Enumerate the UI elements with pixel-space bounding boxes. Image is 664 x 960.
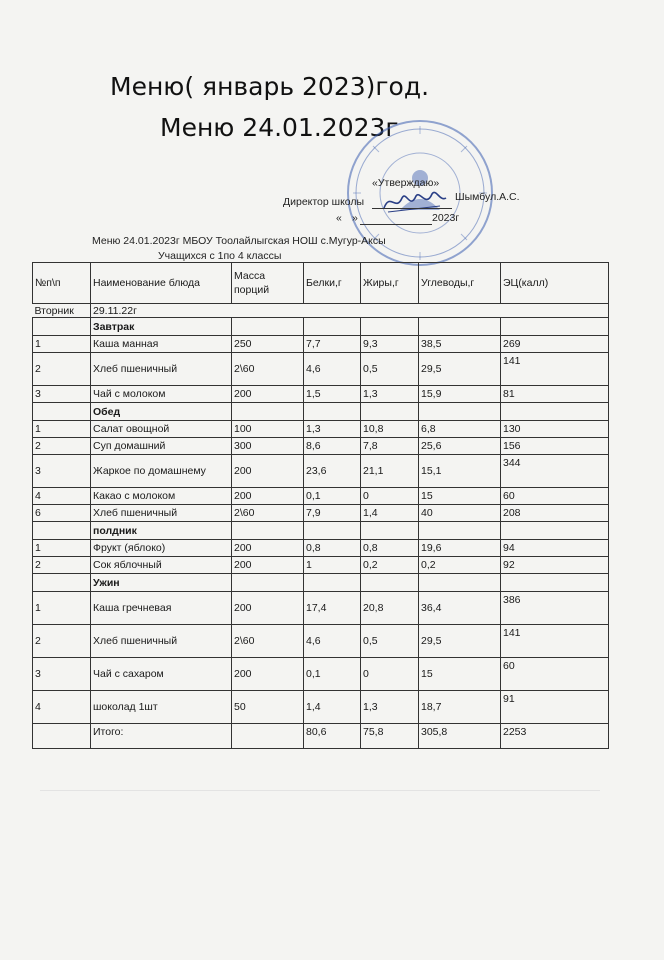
- kcal-value: 60: [501, 488, 609, 505]
- section-name: Ужин: [91, 574, 232, 592]
- blank-cell: [361, 574, 419, 592]
- protein-value: 0,1: [304, 658, 361, 691]
- dish-name: Чай с молоком: [91, 386, 232, 403]
- total-carbs: 305,8: [419, 724, 501, 749]
- fat-value: 1,4: [361, 505, 419, 522]
- carbs-value: 29,5: [419, 625, 501, 658]
- table-row: [33, 455, 609, 488]
- protein-value: 1,3: [304, 421, 361, 438]
- fat-value: 0,5: [361, 353, 419, 386]
- table-row: [33, 421, 609, 438]
- table-row: [33, 557, 609, 574]
- total-label: Итого:: [91, 724, 232, 749]
- blank-cell: [361, 318, 419, 336]
- blank-cell: [419, 574, 501, 592]
- table-row: [33, 658, 609, 691]
- column-header: Наименование блюда: [91, 263, 232, 304]
- carbs-value: 25,6: [419, 438, 501, 455]
- column-header: Углеводы,г: [419, 263, 501, 304]
- fat-value: 21,1: [361, 455, 419, 488]
- fat-value: 0: [361, 488, 419, 505]
- kcal-value: 91: [501, 691, 609, 724]
- total-row: [33, 724, 609, 749]
- portion-mass: 2\60: [232, 625, 304, 658]
- faded-bleedthrough: [40, 790, 600, 851]
- portion-mass: 200: [232, 540, 304, 557]
- column-header: ЭЦ(калл): [501, 263, 609, 304]
- date-close-quote: »: [352, 212, 358, 224]
- protein-value: 0,8: [304, 540, 361, 557]
- table-row: [33, 540, 609, 557]
- kcal-value: 141: [501, 625, 609, 658]
- carbs-value: 0,2: [419, 557, 501, 574]
- blank-cell: [232, 574, 304, 592]
- kcal-value: 94: [501, 540, 609, 557]
- section-row: [33, 403, 609, 421]
- table-row: [33, 336, 609, 353]
- column-header: Жиры,г: [361, 263, 419, 304]
- date-line: [360, 224, 432, 225]
- day-row: [33, 304, 609, 318]
- blank-cell: [232, 522, 304, 540]
- total-protein: 80,6: [304, 724, 361, 749]
- blank-cell: [33, 318, 91, 336]
- dish-name: Какао с молоком: [91, 488, 232, 505]
- protein-value: 4,6: [304, 353, 361, 386]
- blank-cell: [361, 522, 419, 540]
- carbs-value: 38,5: [419, 336, 501, 353]
- blank-cell: [33, 724, 91, 749]
- fat-value: 1,3: [361, 386, 419, 403]
- portion-mass: 200: [232, 455, 304, 488]
- blank-cell: [304, 522, 361, 540]
- dish-name: Хлеб пшеничный: [91, 505, 232, 522]
- table-header-row: [33, 263, 609, 304]
- protein-value: 4,6: [304, 625, 361, 658]
- protein-value: 8,6: [304, 438, 361, 455]
- portion-mass: 300: [232, 438, 304, 455]
- portion-mass: 200: [232, 557, 304, 574]
- total-fat: 75,8: [361, 724, 419, 749]
- row-number: 2: [33, 438, 91, 455]
- portion-mass: 50: [232, 691, 304, 724]
- fat-value: 0,8: [361, 540, 419, 557]
- row-number: 6: [33, 505, 91, 522]
- blank-cell: [419, 522, 501, 540]
- portion-mass: 200: [232, 592, 304, 625]
- row-number: 1: [33, 540, 91, 557]
- kcal-value: 92: [501, 557, 609, 574]
- carbs-value: 36,4: [419, 592, 501, 625]
- row-number: 1: [33, 592, 91, 625]
- section-row: [33, 522, 609, 540]
- day-label: Вторник: [34, 304, 74, 317]
- blank-cell: [361, 403, 419, 421]
- date-open-quote: «: [336, 212, 342, 224]
- carbs-value: 18,7: [419, 691, 501, 724]
- fat-value: 7,8: [361, 438, 419, 455]
- blank-cell: [501, 318, 609, 336]
- row-number: 2: [33, 353, 91, 386]
- blank-cell: [419, 318, 501, 336]
- section-name: Обед: [91, 403, 232, 421]
- blank-cell: [501, 403, 609, 421]
- portion-mass: 200: [232, 488, 304, 505]
- table-row: [33, 592, 609, 625]
- dish-name: Каша гречневая: [91, 592, 232, 625]
- dish-name: Салат овощной: [91, 421, 232, 438]
- protein-value: 17,4: [304, 592, 361, 625]
- kcal-value: 208: [501, 505, 609, 522]
- blank-cell: [33, 403, 91, 421]
- menu-caption: Меню 24.01.2023г МБОУ Тоолайлыгская НОШ с.Мугур-Аксы: [92, 235, 386, 247]
- blank-cell: [232, 318, 304, 336]
- table-row: [33, 488, 609, 505]
- section-name: Завтрак: [91, 318, 232, 336]
- section-row: [33, 318, 609, 336]
- portion-mass: 2\60: [232, 353, 304, 386]
- blank-cell: [304, 318, 361, 336]
- table-row: [33, 386, 609, 403]
- table-row: [33, 691, 609, 724]
- protein-value: 1,4: [304, 691, 361, 724]
- column-header: Масса порций: [232, 263, 304, 304]
- blank-cell: [501, 574, 609, 592]
- total-kcal: 2253: [501, 724, 609, 749]
- fat-value: 1,3: [361, 691, 419, 724]
- row-number: 2: [33, 557, 91, 574]
- protein-value: 0,1: [304, 488, 361, 505]
- students-caption: Учащихся с 1по 4 классы: [158, 250, 282, 262]
- column-header: Белки,г: [304, 263, 361, 304]
- kcal-value: 130: [501, 421, 609, 438]
- row-number: 3: [33, 455, 91, 488]
- dish-name: Суп домашний: [91, 438, 232, 455]
- blank-cell: [304, 403, 361, 421]
- dish-name: шоколад 1шт: [91, 691, 232, 724]
- dish-name: Сок яблочный: [91, 557, 232, 574]
- kcal-value: 386: [501, 592, 609, 625]
- section-row: [33, 574, 609, 592]
- director-label: Директор школы: [283, 196, 365, 208]
- carbs-value: 6,8: [419, 421, 501, 438]
- fat-value: 10,8: [361, 421, 419, 438]
- protein-value: 1,5: [304, 386, 361, 403]
- kcal-value: 60: [501, 658, 609, 691]
- director-name: Шымбул.А.С.: [455, 191, 520, 203]
- menu-table: [32, 262, 609, 749]
- fat-value: 0: [361, 658, 419, 691]
- section-name: полдник: [91, 522, 232, 540]
- blank-cell: [33, 522, 91, 540]
- carbs-value: 15: [419, 658, 501, 691]
- kcal-value: 156: [501, 438, 609, 455]
- fat-value: 0,2: [361, 557, 419, 574]
- day-date: 29.11.22г: [91, 304, 609, 318]
- fat-value: 0,5: [361, 625, 419, 658]
- portion-mass: 250: [232, 336, 304, 353]
- row-number: 2: [33, 625, 91, 658]
- blank-cell: [33, 574, 91, 592]
- kcal-value: 141: [501, 353, 609, 386]
- dish-name: Каша манная: [91, 336, 232, 353]
- row-number: 1: [33, 336, 91, 353]
- date-year: 2023г: [432, 212, 460, 224]
- protein-value: 23,6: [304, 455, 361, 488]
- portion-mass: 200: [232, 386, 304, 403]
- carbs-value: 15,9: [419, 386, 501, 403]
- dish-name: Фрукт (яблоко): [91, 540, 232, 557]
- portion-mass: 2\60: [232, 505, 304, 522]
- carbs-value: 40: [419, 505, 501, 522]
- page-title-line2: Меню 24.01.2023г: [160, 113, 399, 142]
- row-number: 4: [33, 691, 91, 724]
- blank-cell: [304, 574, 361, 592]
- kcal-value: 344: [501, 455, 609, 488]
- dish-name: Хлеб пшеничный: [91, 353, 232, 386]
- row-number: 3: [33, 386, 91, 403]
- row-number: 3: [33, 658, 91, 691]
- blank-cell: [232, 403, 304, 421]
- table-row: [33, 438, 609, 455]
- table-row: [33, 353, 609, 386]
- fat-value: 20,8: [361, 592, 419, 625]
- protein-value: 7,9: [304, 505, 361, 522]
- signature-line: [372, 208, 452, 209]
- carbs-value: 19,6: [419, 540, 501, 557]
- dish-name: Хлеб пшеничный: [91, 625, 232, 658]
- carbs-value: 15,1: [419, 455, 501, 488]
- column-header: №п\п: [33, 263, 91, 304]
- approved-label: «Утверждаю»: [372, 177, 440, 189]
- fat-value: 9,3: [361, 336, 419, 353]
- blank-cell: [501, 522, 609, 540]
- portion-mass: 100: [232, 421, 304, 438]
- portion-mass: 200: [232, 658, 304, 691]
- table-row: [33, 625, 609, 658]
- row-number: 1: [33, 421, 91, 438]
- kcal-value: 81: [501, 386, 609, 403]
- carbs-value: 29,5: [419, 353, 501, 386]
- table-row: [33, 505, 609, 522]
- kcal-value: 269: [501, 336, 609, 353]
- blank-cell: [232, 724, 304, 749]
- blank-cell: [419, 403, 501, 421]
- carbs-value: 15: [419, 488, 501, 505]
- protein-value: 7,7: [304, 336, 361, 353]
- dish-name: Жаркое по домашнему: [91, 455, 232, 488]
- protein-value: 1: [304, 557, 361, 574]
- page-title-line1: Меню( январь 2023)год.: [110, 72, 430, 101]
- dish-name: Чай с сахаром: [91, 658, 232, 691]
- row-number: 4: [33, 488, 91, 505]
